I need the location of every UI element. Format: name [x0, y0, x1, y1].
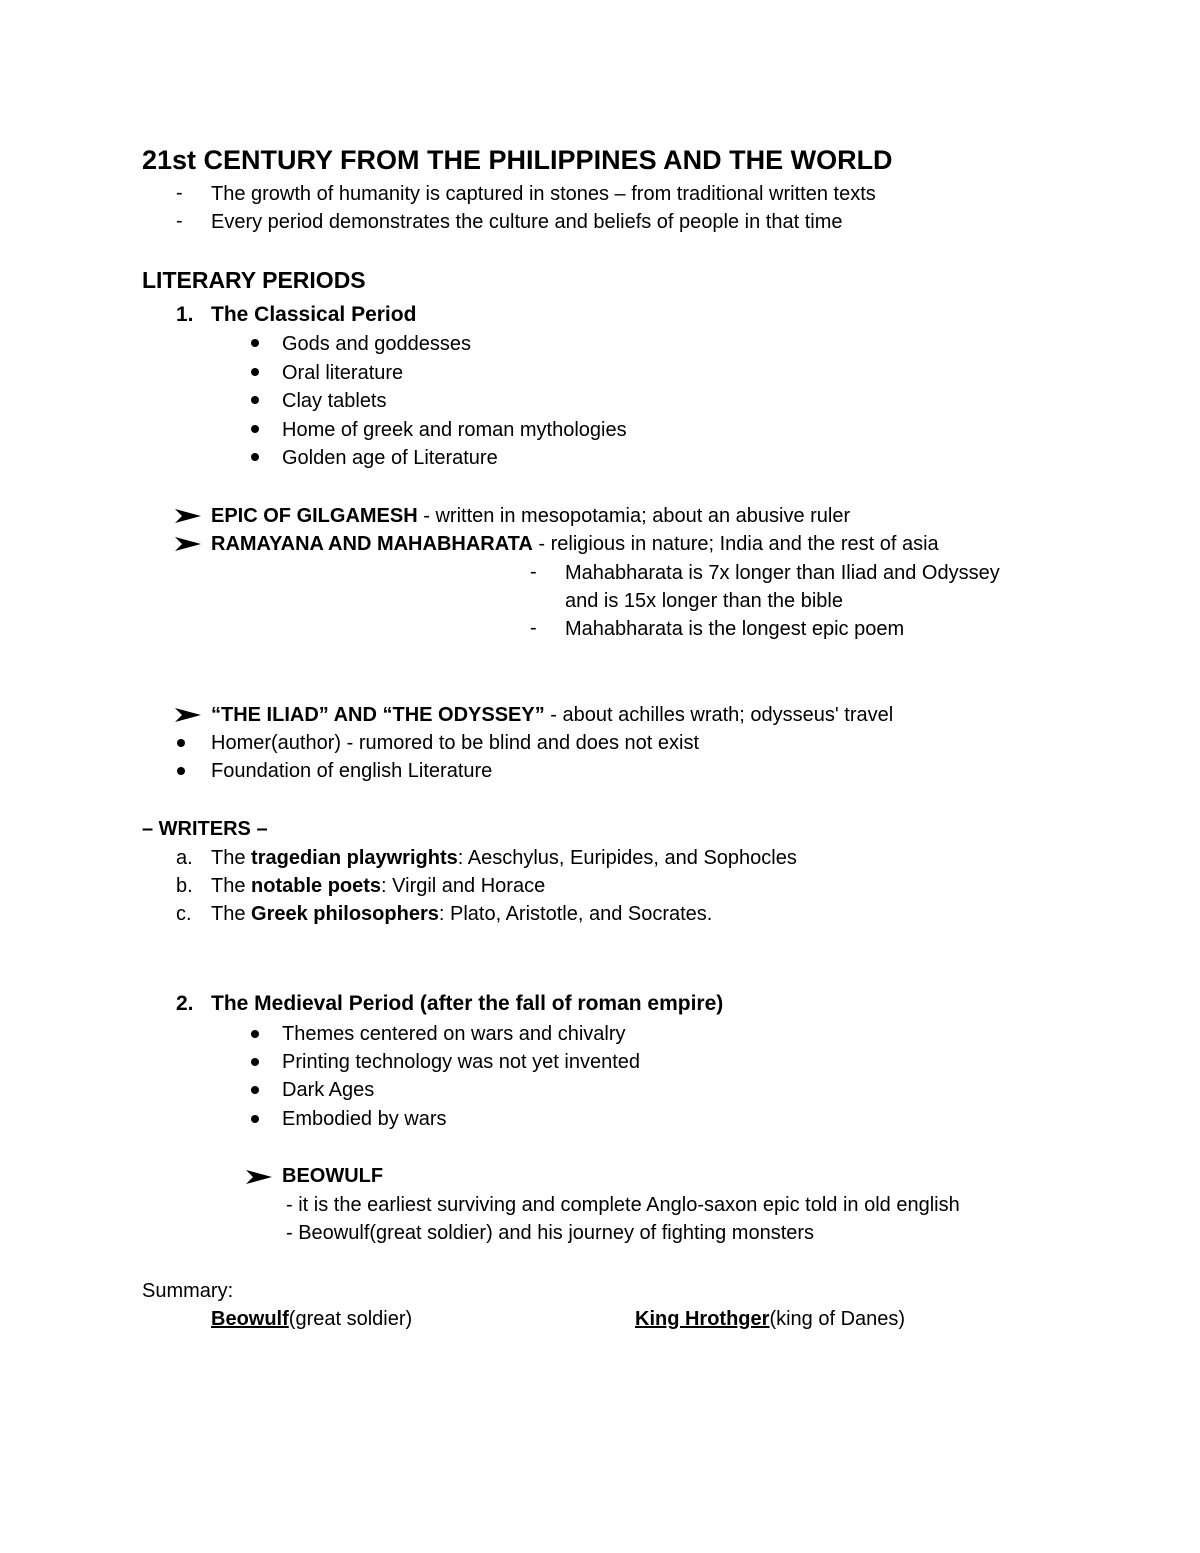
medieval-bullet: Printing technology was not yet invented: [282, 1051, 640, 1073]
bullet-icon: [251, 1030, 259, 1038]
classical-number: 1.: [176, 303, 194, 326]
mahabharata-note: Mahabharata is the longest epic poem: [565, 618, 905, 640]
mahabharata-note: and is 15x longer than the bible: [565, 590, 843, 612]
medieval-bullet: Themes centered on wars and chivalry: [282, 1023, 626, 1045]
bullet-icon: [251, 1058, 259, 1066]
literary-periods-heading: LITERARY PERIODS: [142, 267, 366, 293]
writer-bold: Greek philosophers: [251, 903, 439, 925]
intro-line-1: The growth of humanity is captured in stones – from traditional written texts: [211, 183, 876, 205]
homer-bullet: Homer(author) - rumored to be blind and does not exist: [211, 732, 700, 754]
summary-right: [635, 1307, 905, 1331]
medieval-bullet: Embodied by wars: [282, 1108, 447, 1130]
writer-bold: tragedian playwrights: [251, 847, 458, 869]
gilgamesh-desc: - written in mesopotamia; about an abusive ruler: [417, 505, 851, 527]
iliad-title: “THE ILIAD” AND “THE ODYSSEY”: [211, 704, 545, 726]
bullet-icon: [251, 396, 259, 404]
summary-left-desc: (great soldier): [288, 1308, 413, 1330]
beowulf-note: - Beowulf(great soldier) and his journey of fighting monsters: [286, 1222, 815, 1244]
arrow-bullet-icon: [175, 708, 201, 722]
bullet-icon: [251, 368, 259, 376]
writer-pre: The: [211, 875, 252, 897]
gilgamesh-title: EPIC OF GILGAMESH: [211, 505, 418, 527]
classical-bullet: Gods and goddesses: [282, 333, 472, 355]
writer-pre: The: [211, 903, 252, 925]
writer-letter: b.: [176, 875, 193, 897]
medieval-bullet: Dark Ages: [282, 1079, 375, 1101]
bullet-icon: [177, 739, 185, 747]
beowulf-note: - it is the earliest surviving and complete Anglo-saxon epic told in old english: [286, 1194, 960, 1216]
writer-item: [211, 846, 797, 870]
classical-bullet: Golden age of Literature: [282, 447, 498, 469]
bullet-icon: [251, 453, 259, 461]
summary-left: [211, 1307, 412, 1331]
bullet-icon: [251, 1115, 259, 1123]
ramayana-desc: - religious in nature; India and the rest of asia: [532, 533, 939, 555]
dash-marker: -: [530, 617, 537, 639]
arrow-bullet-icon: [175, 537, 201, 551]
iliad-line: [211, 703, 893, 727]
dash-marker: -: [530, 561, 537, 583]
homer-bullet: Foundation of english Literature: [211, 760, 493, 782]
mahabharata-note: Mahabharata is 7x longer than Iliad and Odyssey: [565, 562, 1000, 584]
medieval-heading: The Medieval Period (after the fall of roman empire): [211, 992, 724, 1015]
ramayana-line: [211, 532, 939, 556]
iliad-desc: - about achilles wrath; odysseus' travel: [544, 704, 894, 726]
document-title: 21st CENTURY FROM THE PHILIPPINES AND THE WORLD: [142, 145, 893, 175]
classical-bullet: Home of greek and roman mythologies: [282, 419, 627, 441]
beowulf-title: BEOWULF: [282, 1165, 384, 1187]
writer-post: : Plato, Aristotle, and Socrates.: [438, 903, 713, 925]
classical-bullet: Clay tablets: [282, 390, 387, 412]
summary-label: Summary:: [142, 1280, 234, 1302]
classical-bullet: Oral literature: [282, 362, 404, 384]
writer-letter: a.: [176, 847, 193, 869]
bullet-icon: [251, 425, 259, 433]
writer-post: : Aeschylus, Euripides, and Sophocles: [457, 847, 797, 869]
writer-pre: The: [211, 847, 252, 869]
arrow-bullet-icon: [246, 1170, 272, 1184]
bullet-icon: [251, 1086, 259, 1094]
writer-letter: c.: [176, 903, 192, 925]
writer-item: [211, 874, 545, 898]
writer-bold: notable poets: [251, 875, 382, 897]
intro-line-2: Every period demonstrates the culture and beliefs of people in that time: [211, 211, 843, 233]
classical-heading: The Classical Period: [211, 303, 417, 326]
summary-right-name: King Hrothger: [635, 1308, 770, 1330]
writers-heading: – WRITERS –: [142, 818, 268, 840]
ramayana-title: RAMAYANA AND MAHABHARATA: [211, 533, 533, 555]
bullet-icon: [251, 339, 259, 347]
bullet-icon: [177, 767, 185, 775]
arrow-bullet-icon: [175, 509, 201, 523]
dash-marker: -: [176, 182, 183, 204]
summary-right-desc: (king of Danes): [769, 1308, 906, 1330]
summary-left-name: Beowulf: [211, 1308, 289, 1330]
gilgamesh-line: [211, 504, 850, 528]
dash-marker: -: [176, 210, 183, 232]
writer-post: : Virgil and Horace: [381, 875, 546, 897]
medieval-number: 2.: [176, 992, 194, 1015]
writer-item: [211, 902, 712, 926]
